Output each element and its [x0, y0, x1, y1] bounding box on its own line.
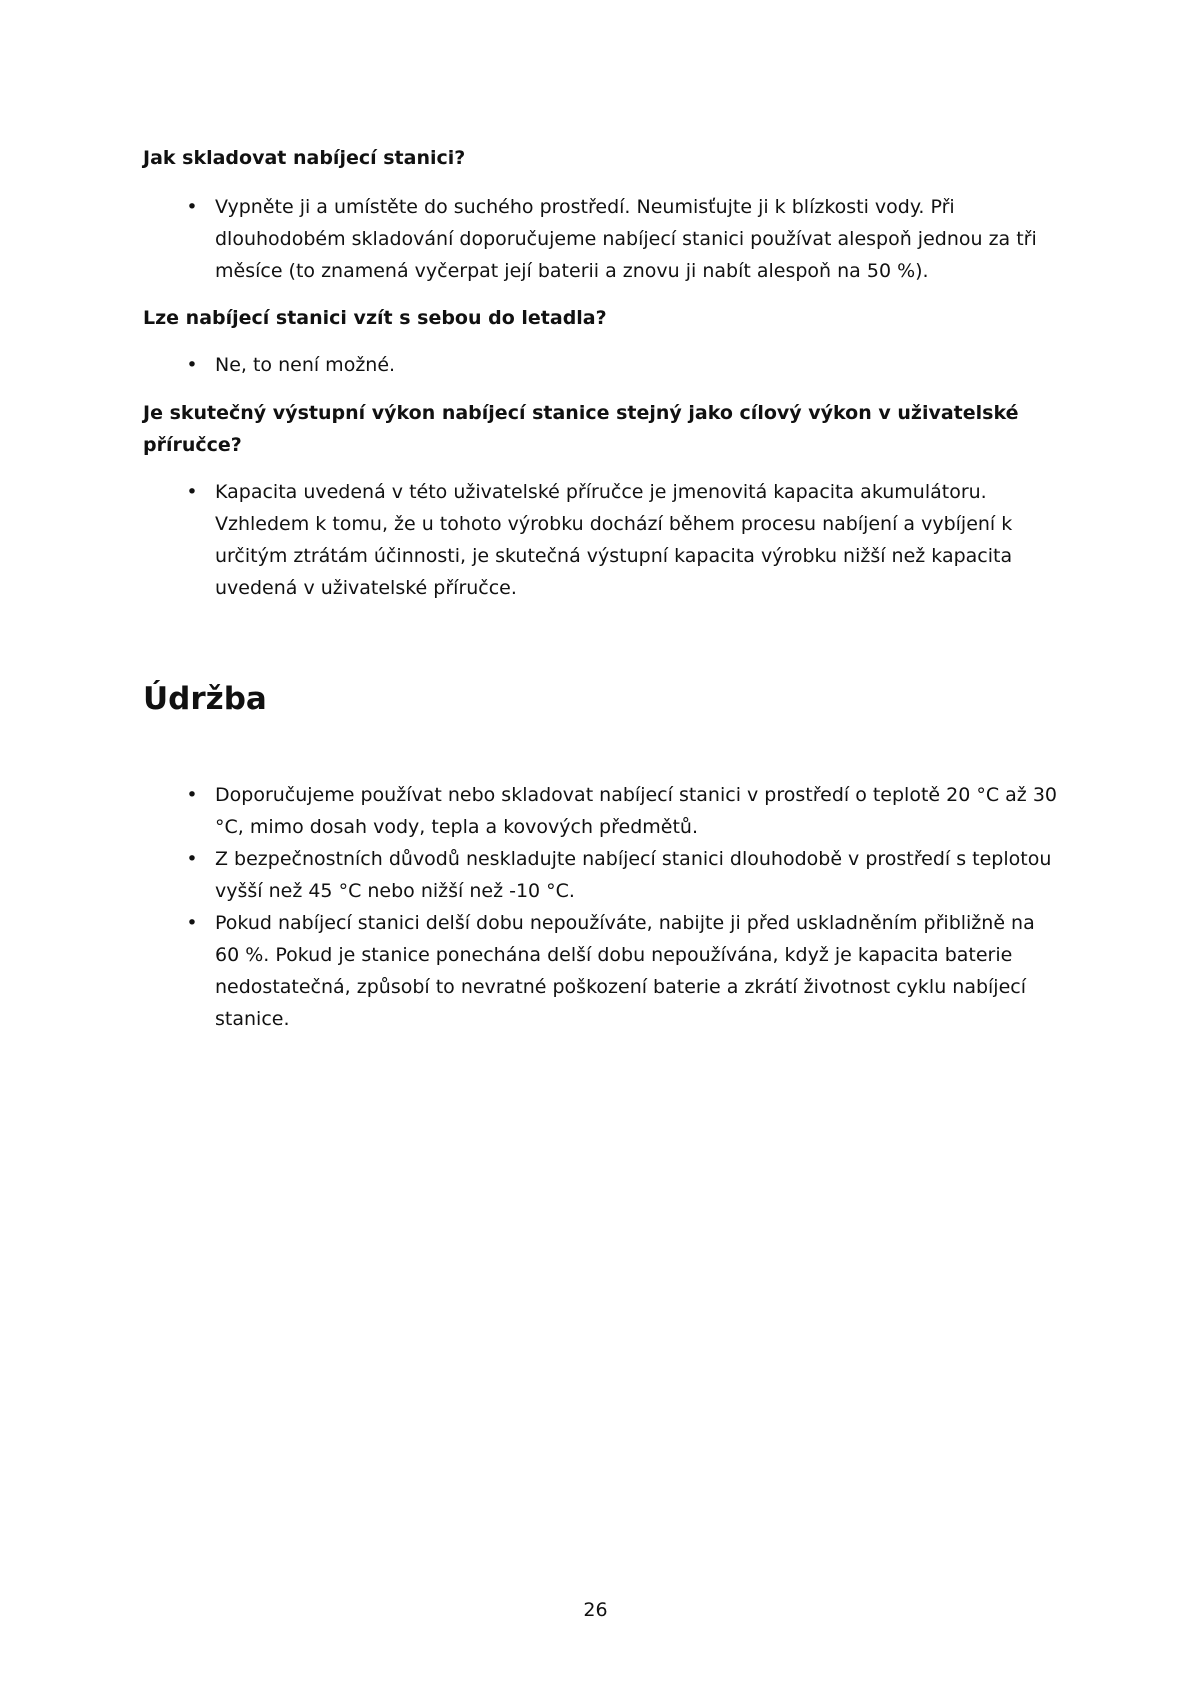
list-item — [143, 843, 1063, 907]
list-item-text: Doporučujeme používat nebo skladovat nabíjecí stanici v prostředí o teplotě 20 °C až 30 °C, mimo dosah vody, tepla a kovových předmětů. — [215, 784, 1057, 838]
list-item — [143, 191, 1063, 287]
maintenance-list — [143, 779, 1063, 1035]
bullet-icon: • — [186, 481, 198, 503]
bullet-icon: • — [186, 848, 198, 870]
list-item-text: Kapacita uvedená v této uživatelské příručce je jmenovitá kapacita akumulátoru. Vzhledem k tomu, že u tohoto výrobku dochází během procesu nabíjení a vybíjení k určitým ztrátám účinnosti, je skutečná výstupní kapacita výrobku nižší než kapacita uvedená v uživatelské příručce. — [215, 481, 1013, 599]
faq-answer-list — [143, 191, 1063, 287]
bullet-icon: • — [186, 912, 198, 934]
section-heading: Údržba — [143, 681, 267, 717]
faq-question: Lze nabíjecí stanici vzít s sebou do letadla? — [143, 307, 607, 329]
bullet-icon: • — [186, 784, 198, 806]
bullet-icon: • — [186, 354, 198, 376]
list-item-text: Ne, to není možné. — [215, 354, 396, 376]
list-item — [143, 476, 1063, 604]
faq-question: Je skutečný výstupní výkon nabíjecí stanice stejný jako cílový výkon v uživatelské příručce? — [143, 402, 1019, 456]
list-item — [143, 779, 1063, 843]
page-content — [143, 142, 1063, 1035]
page-number: 26 — [583, 1599, 608, 1621]
list-item — [143, 349, 1063, 381]
bullet-icon: • — [186, 196, 198, 218]
faq-answer-list — [143, 349, 1063, 381]
faq-answer-list — [143, 476, 1063, 604]
faq-question: Jak skladovat nabíjecí stanici? — [143, 147, 466, 169]
list-item-text: Z bezpečnostních důvodů neskladujte nabíjecí stanici dlouhodobě v prostředí s teplotou vyšší než 45 °C nebo nižší než -10 °C. — [215, 848, 1052, 902]
list-item-text: Vypněte ji a umístěte do suchého prostředí. Neumisťujte ji k blízkosti vody. Při dlouhodobém skladování doporučujeme nabíjecí stanici používat alespoň jednou za tři měsíce (to znamená vyčerpat její baterii a znovu ji nabít alespoň na 50 %). — [215, 196, 1037, 282]
list-item-text: Pokud nabíjecí stanici delší dobu nepoužíváte, nabijte ji před uskladněním přibližně na 60 %. Pokud je stanice ponechána delší dobu nepoužívána, když je kapacita baterie nedostatečná, způsobí to nevratné poškození baterie a zkrátí životnost cyklu nabíjecí stanice. — [215, 912, 1035, 1030]
list-item — [143, 907, 1063, 1035]
